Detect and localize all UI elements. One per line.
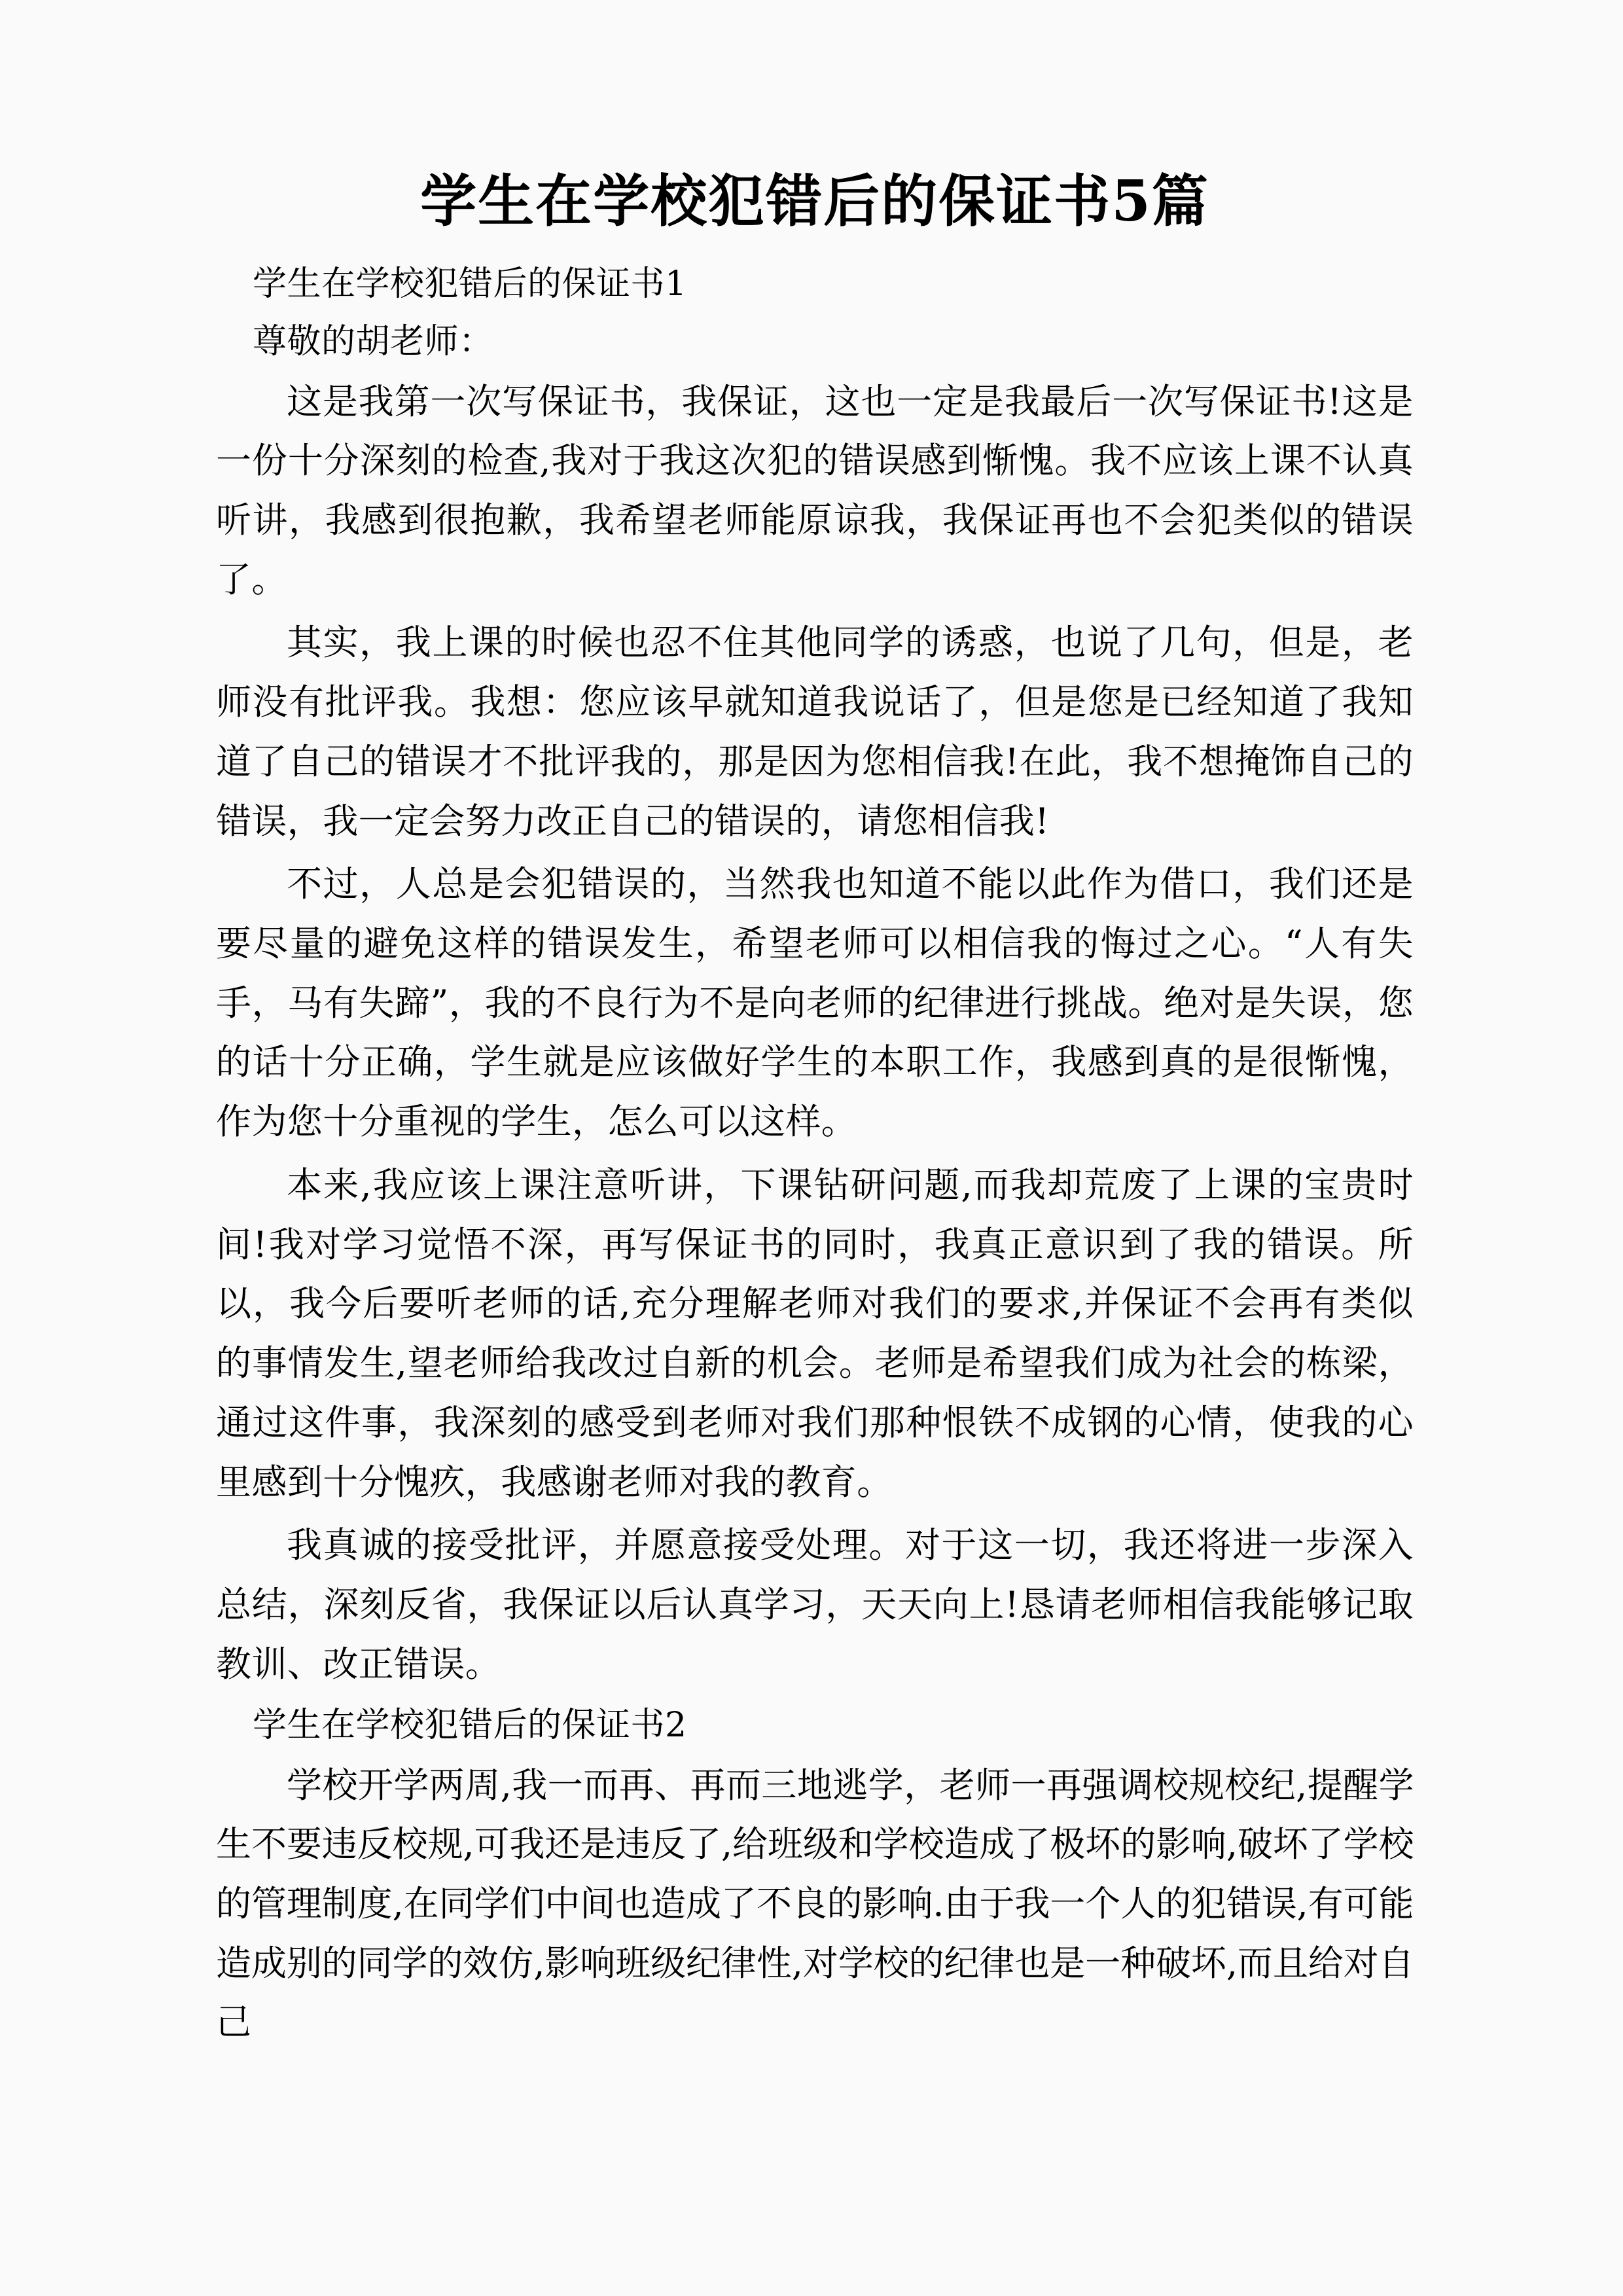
page-title: 学生在学校犯错后的保证书5篇 xyxy=(420,168,1209,234)
paragraph: 不过，人总是会犯错误的，当然我也知道不能以此作为借口，我们还是要尽量的避免这样的错误发生，希望老师可以相信我的悔过之心。“人有失手，马有失蹄”，我的不良行为不是向老师的纪律进行挑战。绝对是失误，您的话十分正确，学生就是应该做好学生的本职工作，我感到真的是很惭愧，作为您十分重视的学生，怎么可以这样。 xyxy=(216,863,1414,1143)
paragraph: 这是我第一次写保证书，我保证，这也一定是我最后一次写保证书!这是一份十分深刻的检查,我对于我这次犯的错误感到惭愧。我不应该上课不认真听讲，我感到很抱歉，我希望老师能原谅我，我保证再也不会犯类似的错误了。 xyxy=(216,380,1414,600)
paragraph: 本来,我应该上课注意听讲，下课钻研问题,而我却荒废了上课的宝贵时间!我对学习觉悟不深，再写保证书的同时，我真正意识到了我的错误。所以，我今后要听老师的话,充分理解老师对我们的要求,并保证不会再有类似的事情发生,望老师给我改过自新的机会。老师是希望我们成为社会的栋梁，通过这件事，我深刻的感受到老师对我们那种恨铁不成钢的心情，使我的心里感到十分愧疚，我感谢老师对我的教育。 xyxy=(216,1164,1414,1503)
paragraph: 学校开学两周,我一而再、再而三地逃学，老师一再强调校规校纪,提醒学生不要违反校规,可我还是违反了,给班级和学校造成了极坏的影响,破坏了学校的管理制度,在同学们中间也造成了不良的影响.由于我一个人的犯错误,有可能造成别的同学的效仿,影响班级纪律性,对学校的纪律也是一种破坏,而且给对自己 xyxy=(216,1764,1414,2043)
salutation-1: 尊敬的胡老师： xyxy=(253,322,493,362)
section-heading-2: 学生在学校犯错后的保证书2 xyxy=(253,1706,687,1746)
paragraph: 其实，我上课的时候也忍不住其他同学的诱惑，也说了几句，但是，老师没有批评我。我想：您应该早就知道我说话了，但是您是已经知道了我知道了自己的错误才不批评我的，那是因为您相信我!在此，我不想掩饰自己的错误，我一定会努力改正自己的错误的，请您相信我! xyxy=(216,622,1414,842)
section-heading-1: 学生在学校犯错后的保证书1 xyxy=(253,264,687,304)
paragraph: 我真诚的接受批评，并愿意接受处理。对于这一切，我还将进一步深入总结，深刻反省，我保证以后认真学习，天天向上!恳请老师相信我能够记取教训、改正错误。 xyxy=(216,1524,1414,1685)
page-content xyxy=(216,164,1414,2053)
